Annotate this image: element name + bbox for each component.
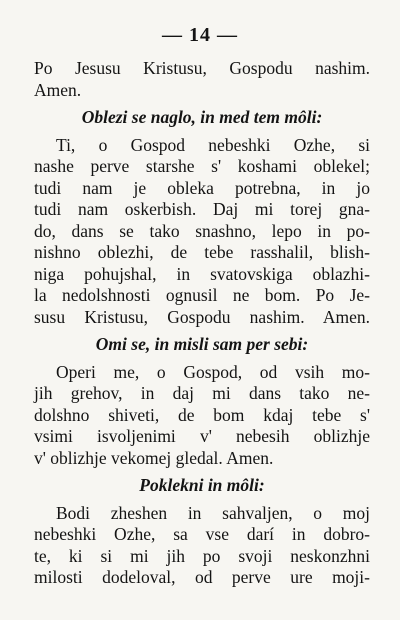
text-line: nebeshki Ozhe, sa vse darí in dobro- xyxy=(34,524,370,544)
text-line: tudi nam je obleka potrebna, in jo xyxy=(34,177,370,198)
text-line: milosti dodeloval, od perve ure moji- xyxy=(34,567,370,587)
text-line: nishno oblezhi, de tebe rasshalil, blish- xyxy=(34,242,370,262)
text-section xyxy=(34,58,370,101)
text-line: tudi nam oskerbish. Daj mi torej gna- xyxy=(34,199,370,219)
section-heading: Oblezi se naglo, in med tem môli: xyxy=(81,107,323,127)
text-line: Amen. xyxy=(34,79,82,100)
page-text xyxy=(34,58,370,589)
text-section xyxy=(34,475,370,589)
text-line: dolshno shiveti, de bom kdaj tebe s' xyxy=(34,404,370,425)
text-line: nashe perve starshe s' koshami oblekel; xyxy=(34,156,370,176)
text-line: vsimi isvoljenimi v' nebesih oblizhje xyxy=(34,426,370,446)
text-line: niga pohujshal, in svatovskiga oblazhi- xyxy=(34,263,370,284)
text-section xyxy=(34,334,370,469)
text-line: Po Jesusu Kristusu, Gospodu nashim. xyxy=(34,58,370,78)
text-line: Bodi zheshen in sahvaljen, o moj xyxy=(56,502,370,523)
section-heading: Omi se, in misli sam per sebi: xyxy=(95,334,309,354)
section-heading: Poklekni in môli: xyxy=(139,475,265,495)
text-line: la nedolshnosti ognusil ne bom. Po Je- xyxy=(34,285,370,305)
text-section xyxy=(34,107,370,328)
page-number: — 14 — xyxy=(162,24,238,46)
text-line: v' oblizhje vekomej gledal. Amen. xyxy=(34,447,274,468)
text-line: Operi me, o Gospod, od vsih mo- xyxy=(56,361,370,382)
text-line: jih grehov, in daj mi dans tako ne- xyxy=(34,383,370,403)
text-line: susu Kristusu, Gospodu nashim. Amen. xyxy=(34,306,370,327)
text-line: Ti, o Gospod nebeshki Ozhe, si xyxy=(56,134,370,155)
text-line: te, ki si mi jih po svoji neskonzhni xyxy=(34,545,370,566)
text-line: do, dans se tako snashno, lepo in po- xyxy=(34,220,370,241)
